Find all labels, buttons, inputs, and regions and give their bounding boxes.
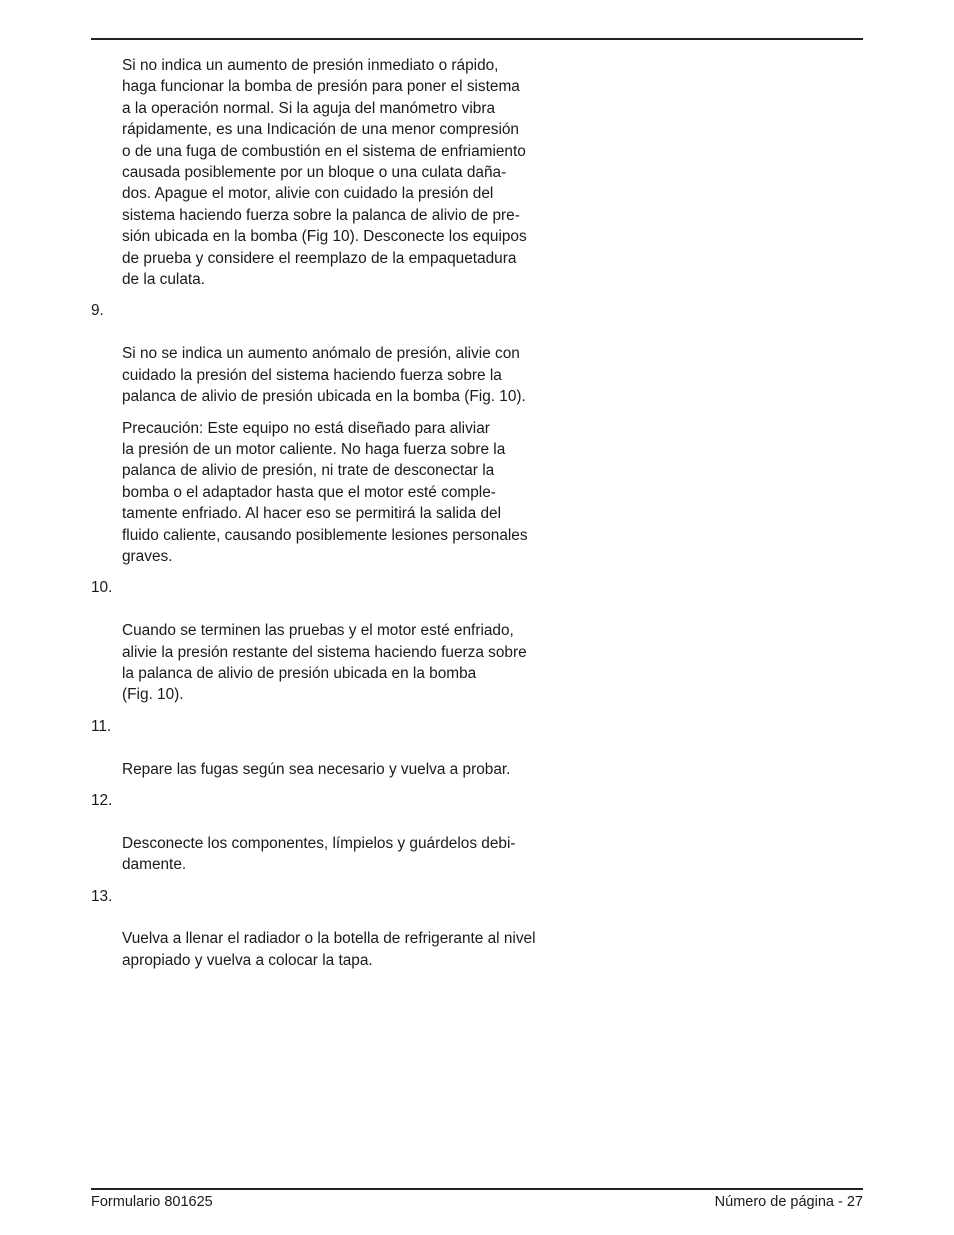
step-number: 12. <box>91 792 113 809</box>
step-text: Repare las fugas según sea necesario y vuelva a probar. <box>122 760 511 778</box>
continuation-paragraph: Si no indica un aumento de presión inmediato o rápido, haga funcionar la bomba de presión para poner el sistema a la operación normal. Si la aguja del manómetro vibra rápidamente, es una Indicación de una menor compresión o de una fuga de combustión en el sistema de enfriamiento causada posiblemente por un bloque o una culata daña- dos. Apague el motor, alivie con cuidado la presión del sistema haciendo fuerza sobre la palanca de alivio de pre- sión ubicada en la bomba (Fig 10). Desconecte los equipos de prueba y considere el reemplazo de la empaquetadura de la culata. <box>122 57 527 289</box>
step-9 <box>91 300 561 407</box>
step-number: 9. <box>91 302 104 320</box>
main-column <box>91 55 561 981</box>
step-10 <box>91 577 561 705</box>
step-12 <box>91 790 561 876</box>
page-number: Número de página - 27 <box>714 1194 863 1210</box>
step-number: 13. <box>91 887 113 905</box>
footer-rule <box>91 1188 863 1190</box>
step-text: Cuando se terminen las pruebas y el motor esté enfriado, alivie la presión restante del sistema haciendo fuerza sobre la palanca de alivio de presión ubicada en la bomba (Fig. 10). <box>122 622 527 704</box>
header-rule <box>91 38 863 40</box>
step-11 <box>91 716 561 780</box>
step-text: Vuelva a llenar el radiador o la botella de refrigerante al nivel apropiado y vuelva a colocar la tapa. <box>122 930 536 969</box>
step-number: 11. <box>91 717 112 735</box>
form-number: Formulario 801625 <box>91 1194 213 1210</box>
caution-note: Precaución: Este equipo no está diseñado para aliviar la presión de un motor caliente. No haga fuerza sobre la palanca de alivio de presión, ni trate de desconectar la bomba o el adaptador hasta que el motor esté comple- tamente enfriado. Al hacer eso se permitirá la salida del fluido caliente, causando posiblemente lesiones personales graves. <box>122 419 528 565</box>
step-13 <box>91 886 561 972</box>
step-text: Si no se indica un aumento anómalo de presión, alivie con cuidado la presión del sistema haciendo fuerza sobre la palanca de alivio de presión ubicada en la bomba (Fig. 10). <box>122 345 526 406</box>
step-number: 10. <box>91 579 113 597</box>
step-text: Desconecte los componentes, límpielos y guárdelos debi- damente. <box>122 834 516 874</box>
